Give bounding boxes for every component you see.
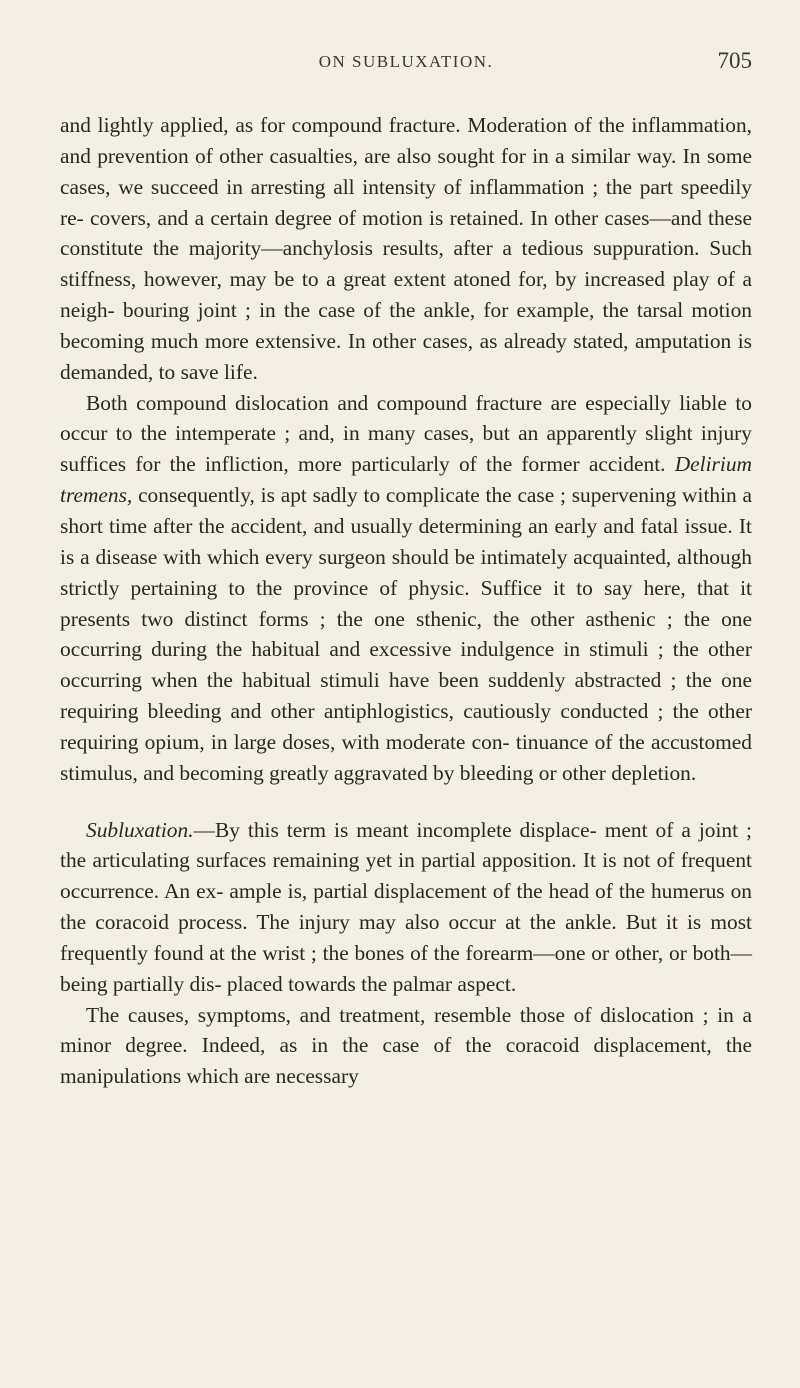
paragraph-delirium-tremens (60, 388, 752, 789)
page-number: 705 (717, 48, 752, 73)
section-heading: Subluxation. (86, 817, 194, 842)
italic-term: Delirium tremens, (60, 452, 752, 508)
running-head (60, 48, 752, 88)
paragraph-continuation: and lightly applied, as for compound fracture. Moderation of the inflammation, and prevention of other casualties, are also sought for in a similar way. In some cases, we succeed in arresting all intensity of inflammation ; the part speedily re- covers, and a certain degree of motion is retained. In other cases—and these constitute the majority—anchylosis results, after a tedious suppuration. Such stiffness, however, may be to a great extent atoned for, by increased play of a neigh- bouring joint ; in the case of the ankle, for example, the tarsal motion becoming much more extensive. In other cases, as already stated, amputation is demanded, to save life. (60, 113, 752, 384)
paragraph-text: —By this term is meant incomplete displace- ment of a joint ; the articulating surfaces remaining yet in partial apposition. It is not of frequent occurrence. An ex- ample is, partial displacement of the head of the humerus on the coracoid process. The injury may also occur at the ankle. But it is most frequently found at the wrist ; the bones of the forearm—one or other, or both—being partially dis- placed towards the palmar aspect. (60, 817, 752, 996)
body-text (60, 110, 752, 1092)
running-title: ON SUBLUXATION. (318, 52, 494, 71)
paragraph-causes: The causes, symptoms, and treatment, resemble those of dislocation ; in a minor degree. Indeed, as in the case of the coracoid displacement, the manipulations which are necessary (60, 1002, 752, 1089)
paragraph-subluxation (60, 815, 752, 1000)
paragraph-text: consequently, is apt sadly to complicate the case ; supervening within a short time after the accident, and usually determining an early and fatal issue. It is a disease with which every surgeon should be intimately acquainted, although strictly pertaining to the province of physic. Suffice it to say here, that it presents two distinct forms ; the one sthenic, the other asthenic ; the one occurring during the habitual and excessive indulgence in stimuli ; the other occurring when the habitual stimuli have been suddenly abstracted ; the one requiring bleeding and other antiphlogistics, cautiously conducted ; the other requiring opium, in large doses, with moderate con- tinuance of the accustomed stimulus, and becoming greatly aggravated by bleeding or other depletion. (60, 483, 752, 785)
paragraph-text: Both compound dislocation and compound fracture are especially liable to occur to the intemperate ; and, in many cases, but an apparently slight injury suffices for the infliction, more particularly of the former accident. (60, 390, 752, 477)
book-page (60, 0, 752, 1388)
